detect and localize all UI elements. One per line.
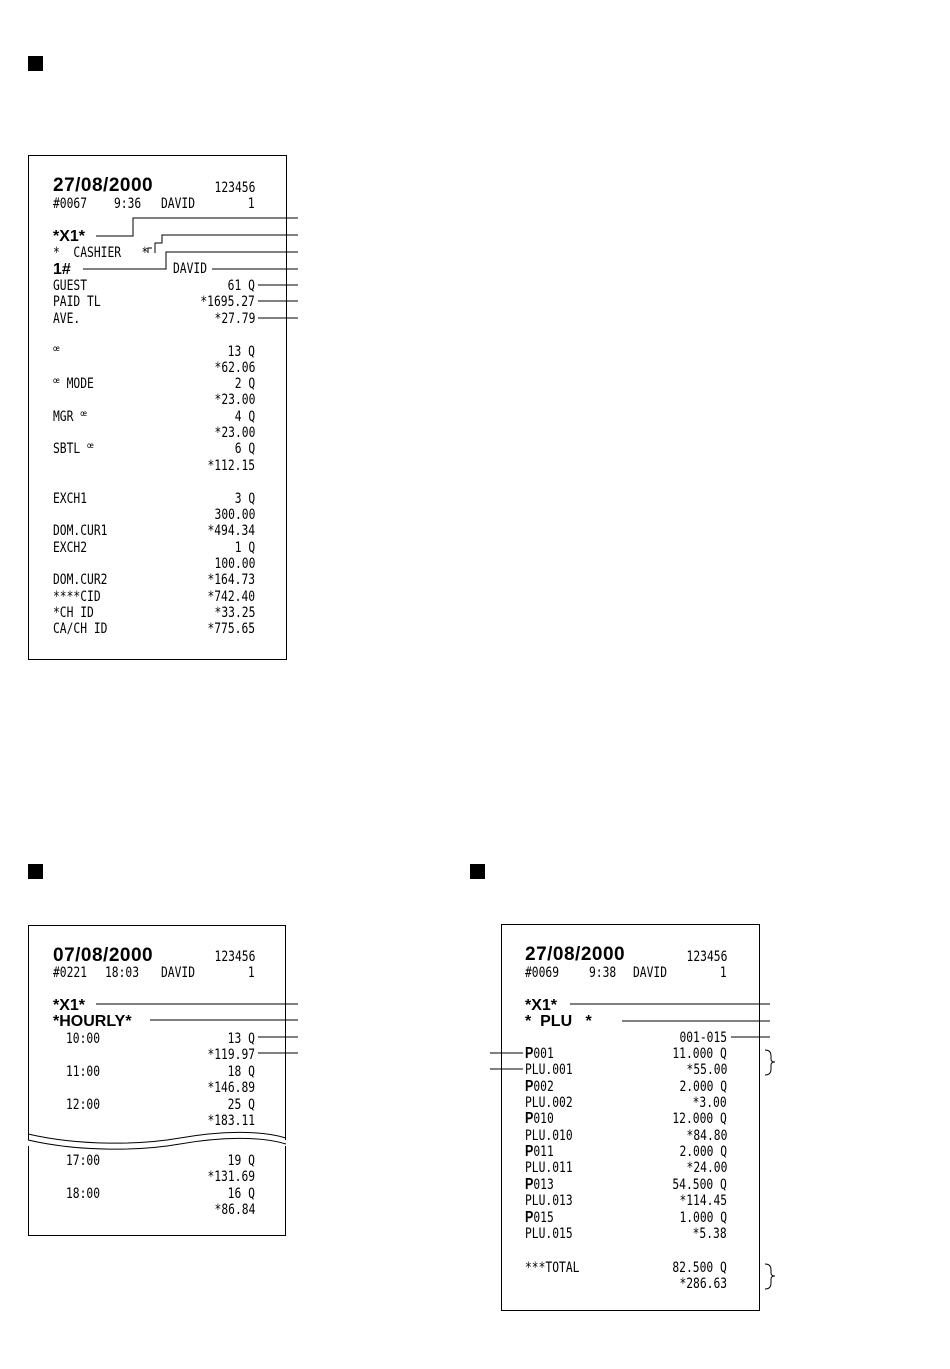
receipt2-row-label: 12:00 [66, 1097, 101, 1113]
receipt3-row-value: 11.000 Q [672, 1046, 727, 1062]
receipt1-row-label: CA/CH ID [53, 621, 108, 637]
receipt3-subtitle: * PLU * [525, 1013, 592, 1030]
plu-number: 002 [533, 1079, 554, 1095]
receipt2-row-value: 16 Q [227, 1186, 255, 1202]
receipt1-count: 1 [248, 196, 255, 212]
receipt3-plu-name: PLU.002 [525, 1095, 573, 1111]
receipt2-row-label: 10:00 [66, 1031, 101, 1047]
receipt1-row-value: *742.40 [207, 589, 255, 605]
receipt1-row-value: *1695.27 [200, 294, 255, 310]
receipt1-cashier-name: DAVID [173, 261, 208, 277]
receipt2-row-label: 11:00 [66, 1064, 101, 1080]
receipt1-row-value: 4 Q [234, 409, 255, 425]
receipt2-subtitle: *HOURLY* [53, 1013, 132, 1030]
receipt1-row-value: *33.25 [214, 605, 255, 621]
receipt2-row-value: *119.97 [207, 1047, 255, 1063]
receipt1-row-label: *CH ID [53, 605, 94, 621]
receipt3-machine: 123456 [686, 949, 727, 965]
receipt1-row-label: ꟹ [53, 344, 60, 360]
receipt3-range: 001-015 [679, 1030, 727, 1046]
receipt2-time: 18:03 [105, 965, 140, 981]
receipt1-title: *X1* [53, 228, 86, 245]
plu-prefix: P [525, 1110, 534, 1127]
receipt1-row-value: 6 Q [234, 441, 255, 457]
plu-prefix: P [525, 1176, 534, 1193]
receipt1-row-value: 100.00 [214, 556, 255, 572]
receipt1-row-label: PAID TL [53, 294, 101, 310]
plu-number: 013 [533, 1177, 554, 1193]
receipt1-row-value: 2 Q [234, 376, 255, 392]
receipt1-row-label: ****CID [53, 589, 101, 605]
receipt3-total-qty: 82.500 Q [672, 1260, 727, 1276]
receipt1-row-value: *62.06 [214, 360, 255, 376]
receipt1-row-value: *494.34 [207, 523, 255, 539]
receipt3-row-value: 1.000 Q [679, 1210, 727, 1226]
receipt2-row-label: 18:00 [66, 1186, 101, 1202]
receipt3-plu-name: PLU.001 [525, 1062, 573, 1078]
receipt1-row-value: 300.00 [214, 507, 255, 523]
receipt3-consec: #0069 [525, 965, 560, 981]
receipt3-count: 1 [720, 965, 727, 981]
receipt1-row-label: AVE. [53, 311, 81, 327]
receipt1-row-value: *23.00 [214, 425, 255, 441]
receipt3-plu-name: PLU.013 [525, 1193, 573, 1209]
receipt2-cashier: DAVID [161, 965, 196, 981]
receipt1-row-label: DOM.CUR1 [53, 523, 108, 539]
receipt3-row-value: *114.45 [679, 1193, 727, 1209]
receipt3-date: 27/08/2000 [525, 944, 626, 965]
receipt3-plu-name: PLU.011 [525, 1160, 573, 1176]
receipt3-cashier: DAVID [633, 965, 668, 981]
receipt1-time: 9:36 [114, 196, 142, 212]
receipt3-total-label: ***TOTAL [525, 1260, 580, 1276]
receipt3-row-value: 2.000 Q [679, 1079, 727, 1095]
receipt3-row-value: *24.00 [686, 1160, 727, 1176]
receipt2-row-label: 17:00 [66, 1153, 101, 1169]
plu-prefix: P [525, 1209, 534, 1226]
receipt3-row-value: 54.500 Q [672, 1177, 727, 1193]
receipt2-consec: #0221 [53, 965, 88, 981]
receipt2-row-value: *131.69 [207, 1169, 255, 1185]
receipt3-total-amount: *286.63 [679, 1276, 727, 1292]
receipt1-row-value: *112.15 [207, 458, 255, 474]
receipt1-date: 27/08/2000 [53, 175, 154, 196]
receipt3-row-value: *84.80 [686, 1128, 727, 1144]
receipt1-row-label: ꟹ MODE [53, 376, 94, 392]
receipt2-title: *X1* [53, 997, 86, 1014]
receipt2-count: 1 [248, 965, 255, 981]
receipt1-row-label: EXCH1 [53, 491, 88, 507]
receipt1-row-label: DOM.CUR2 [53, 572, 108, 588]
receipt2-machine: 123456 [214, 949, 255, 965]
receipt1-row-label: MGR ꟹ [53, 409, 88, 425]
plu-number: 015 [533, 1210, 554, 1226]
receipt1-row-label: GUEST [53, 278, 88, 294]
receipt1-row-value: 3 Q [234, 491, 255, 507]
receipt1-machine: 123456 [214, 180, 255, 196]
receipt1-row-value: *27.79 [214, 311, 255, 327]
receipt1-row-value: *775.65 [207, 621, 255, 637]
receipt3-row-value: 12.000 Q [672, 1111, 727, 1127]
receipt1-consec: #0067 [53, 196, 88, 212]
receipt1-row-value: 1 Q [234, 540, 255, 556]
receipt1-row-value: *23.00 [214, 392, 255, 408]
receipt3-plu-name: PLU.010 [525, 1128, 573, 1144]
receipt2-row-value: *183.11 [207, 1113, 255, 1129]
plu-number: 001 [533, 1046, 554, 1062]
receipt1-row-value: 13 Q [227, 344, 255, 360]
receipt2-row-value: 19 Q [227, 1153, 255, 1169]
plu-prefix: P [525, 1078, 534, 1095]
receipt1-row-label: SBTL ꟹ [53, 441, 94, 457]
plu-prefix: P [525, 1143, 534, 1160]
plu-number: 010 [533, 1111, 554, 1127]
receipt2-date: 07/08/2000 [53, 945, 154, 966]
receipt2-row-value: *146.89 [207, 1080, 255, 1096]
plu-prefix: P [525, 1045, 534, 1062]
receipt1-row-label: EXCH2 [53, 540, 88, 556]
receipt3-row-value: *5.38 [692, 1226, 727, 1242]
receipt3-row-value: *55.00 [686, 1062, 727, 1078]
receipt2-row-value: 18 Q [227, 1064, 255, 1080]
receipt1-row-value: *164.73 [207, 572, 255, 588]
receipt2-row-value: 13 Q [227, 1031, 255, 1047]
receipt3-row-value: 2.000 Q [679, 1144, 727, 1160]
plu-number: 011 [533, 1144, 554, 1160]
receipt1-cashier: DAVID [161, 196, 196, 212]
receipt1-cashier-code: 1# [53, 261, 71, 278]
receipt3-title: *X1* [525, 997, 558, 1014]
receipt2-row-value: *86.84 [214, 1202, 255, 1218]
receipt3-time: 9:38 [589, 965, 617, 981]
receipt3-row-value: *3.00 [692, 1095, 727, 1111]
receipt2-row-value: 25 Q [227, 1097, 255, 1113]
receipt1-subtitle: * CASHIER * [53, 245, 149, 261]
receipt1-row-value: 61 Q [227, 278, 255, 294]
receipt3-plu-name: PLU.015 [525, 1226, 573, 1242]
